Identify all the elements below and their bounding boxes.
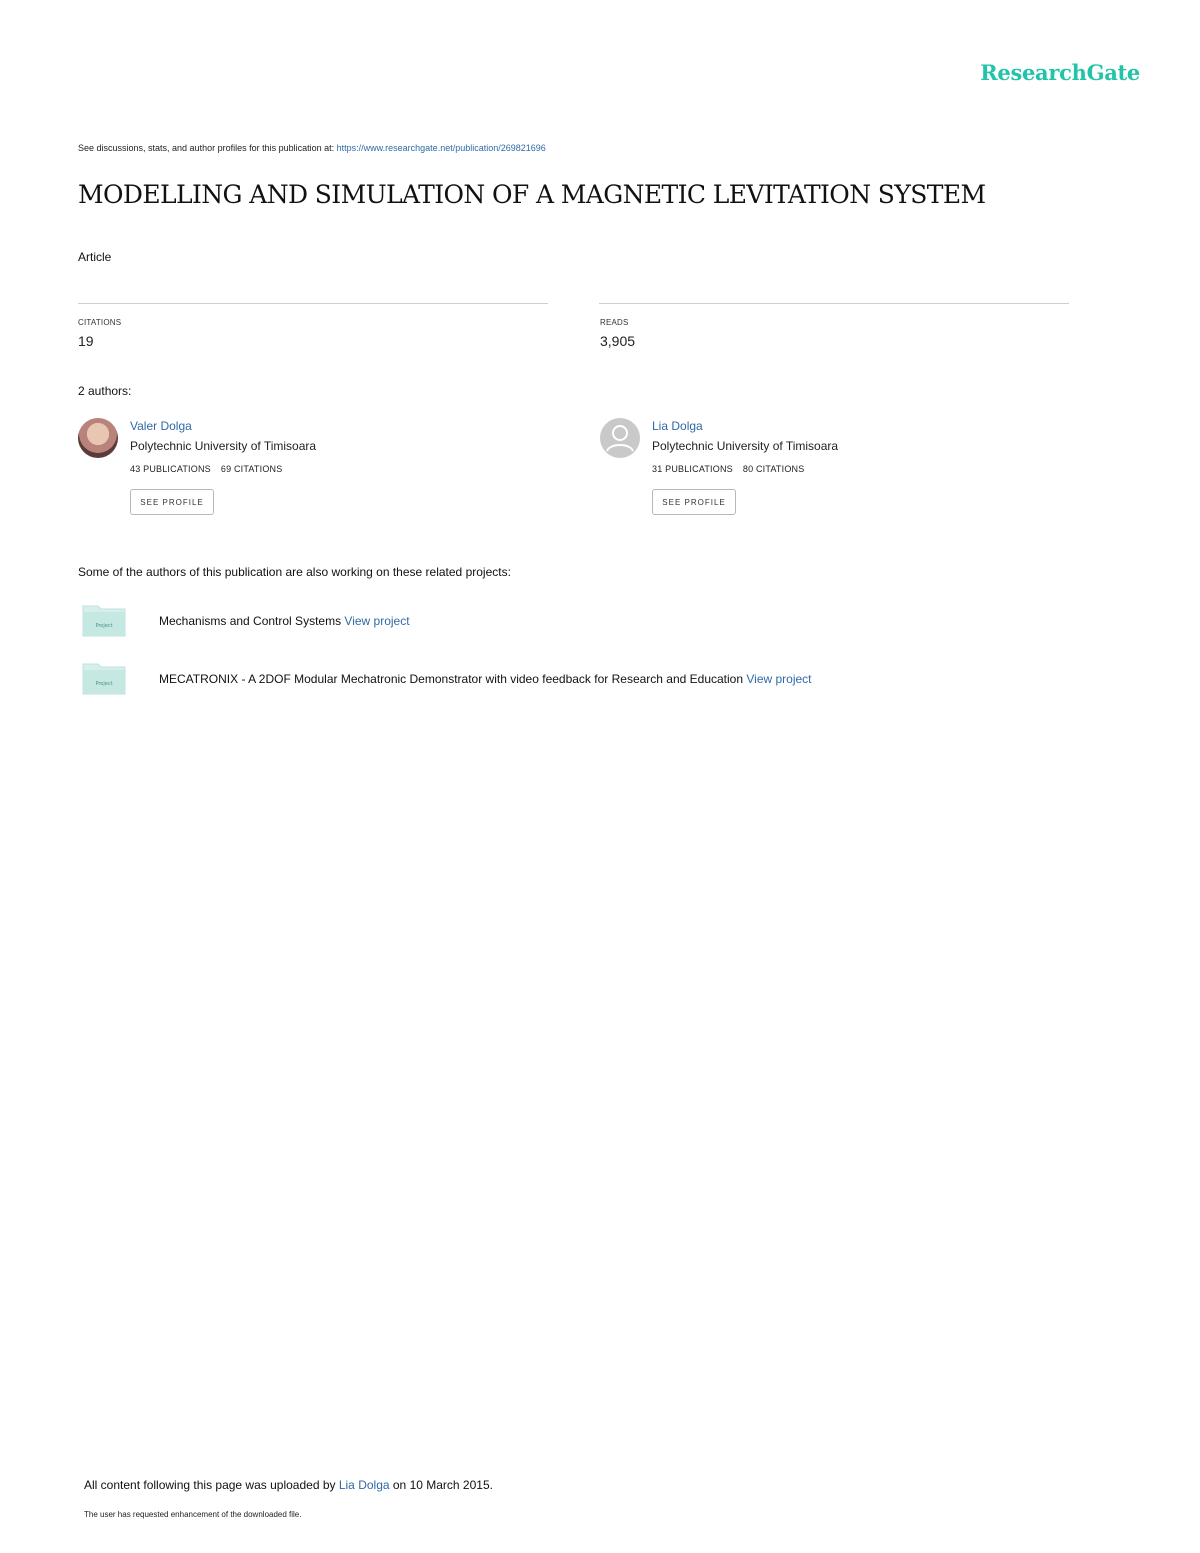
logo-text: ResearchGate: [980, 60, 1140, 85]
author-publications-count: 43 PUBLICATIONS: [130, 464, 211, 474]
uploader-link[interactable]: Lia Dolga: [338, 1478, 390, 1492]
project-text: [159, 614, 410, 628]
person-silhouette-icon: [600, 418, 640, 458]
project-folder-icon: [82, 661, 126, 695]
upload-note: [84, 1478, 493, 1492]
project-text: [159, 672, 812, 686]
author-name-link[interactable]: Lia Dolga: [652, 419, 703, 433]
author-card-valer-dolga: [78, 418, 548, 518]
divider-left: [78, 303, 548, 304]
publication-type: Article: [78, 250, 112, 264]
citations-value: 19: [78, 333, 94, 349]
authors-count: 2 authors:: [78, 384, 132, 398]
author-metrics: [130, 464, 292, 474]
author-citations-count: 69 CITATIONS: [220, 464, 283, 474]
citations-label: CITATIONS: [78, 318, 122, 327]
related-project-item: [82, 603, 982, 639]
project-title: MECATRONIX - A 2DOF Modular Mechatronic Demonstrator with video feedback for Research and Education: [159, 672, 744, 686]
see-discussions-text: See discussions, stats, and author profiles for this publication at:: [78, 143, 337, 153]
upload-suffix: on 10 March 2015.: [389, 1478, 493, 1492]
related-projects-intro: Some of the authors of this publication are also working on these related projects:: [78, 565, 511, 579]
project-icon-label: Project: [95, 623, 113, 629]
enhancement-note: The user has requested enhancement of the downloaded file.: [84, 1510, 302, 1519]
publication-url-link[interactable]: https://www.researchgate.net/publication/269821696: [336, 143, 546, 153]
author-publications-count: 31 PUBLICATIONS: [652, 464, 733, 474]
publication-title: MODELLING AND SIMULATION OF A MAGNETIC LEVITATION SYSTEM: [78, 180, 986, 209]
project-folder-icon: [82, 603, 126, 637]
divider-right: [599, 303, 1069, 304]
view-project-link[interactable]: View project: [344, 614, 410, 628]
publication-link-line: [78, 143, 546, 153]
reads-value: 3,905: [600, 333, 636, 349]
author-institution: Polytechnic University of Timisoara: [130, 439, 317, 453]
author-citations-count: 80 CITATIONS: [742, 464, 805, 474]
researchgate-logo[interactable]: [980, 60, 1140, 85]
author-metrics: [652, 464, 814, 474]
project-title: Mechanisms and Control Systems: [159, 614, 342, 628]
upload-prefix: All content following this page was uploaded by: [84, 1478, 339, 1492]
author-card-lia-dolga: [600, 418, 1070, 518]
reads-label: READS: [600, 318, 629, 327]
default-avatar-icon[interactable]: [600, 418, 640, 458]
view-project-link[interactable]: View project: [746, 672, 812, 686]
see-profile-button[interactable]: SEE PROFILE: [130, 489, 214, 515]
author-institution: Polytechnic University of Timisoara: [652, 439, 839, 453]
author-photo-icon[interactable]: [78, 418, 118, 458]
see-profile-button[interactable]: SEE PROFILE: [652, 489, 736, 515]
author-name-link[interactable]: Valer Dolga: [130, 419, 192, 433]
project-icon-label: Project: [95, 681, 113, 687]
related-project-item: [82, 661, 982, 697]
